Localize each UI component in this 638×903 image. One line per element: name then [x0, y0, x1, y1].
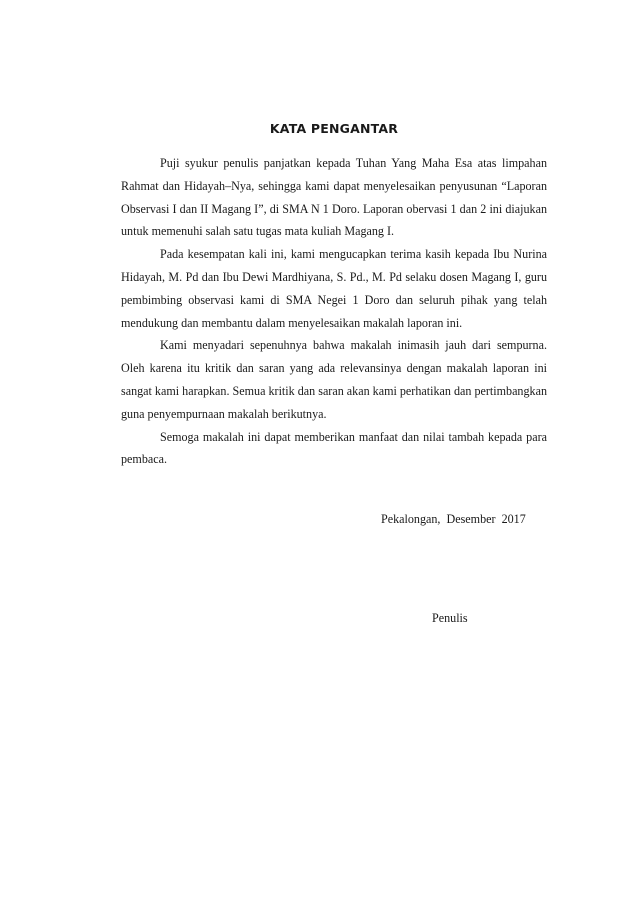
paragraph-4: Semoga makalah ini dapat memberikan manfaat dan nilai tambah kepada para pembaca.	[121, 429, 547, 467]
paragraph-3: Kami menyadari sepenuhnya bahwa makalah inimasih jauh dari sempurna. Oleh karena itu kritik dan saran yang ada relevansinya dengan makalah laporan ini sangat kami harapkan. Semua kritik dan saran akan kami perhatikan dan pertimbangkan guna penyempurnaan makalah berikutnya.	[121, 338, 547, 421]
author-signature: Penulis	[432, 611, 468, 625]
place-date: Pekalongan, Desember 2017	[381, 512, 526, 526]
paragraph-2: Pada kesempatan kali ini, kami mengucapkan terima kasih kepada Ibu Nurina Hidayah, M. Pd dan Ibu Dewi Mardhiyana, S. Pd., M. Pd selaku dosen Magang I, guru pembimbing observasi kami di SMA Negei 1 Doro dan seluruh pihak yang telah mendukung dan membantu dalam menyelesaikan makalah laporan ini.	[121, 247, 547, 330]
page-title: KATA PENGANTAR	[269, 121, 399, 136]
paragraph-1: Puji syukur penulis panjatkan kepada Tuhan Yang Maha Esa atas limpahan Rahmat dan Hidayah–Nya, sehingga kami dapat menyelesaikan penyusunan “Laporan Observasi I dan II Magang I”, di SMA N 1 Doro. Laporan obervasi 1 dan 2 ini diajukan untuk memenuhi salah satu tugas mata kuliah Magang I.	[121, 156, 547, 239]
document-body	[121, 152, 547, 471]
